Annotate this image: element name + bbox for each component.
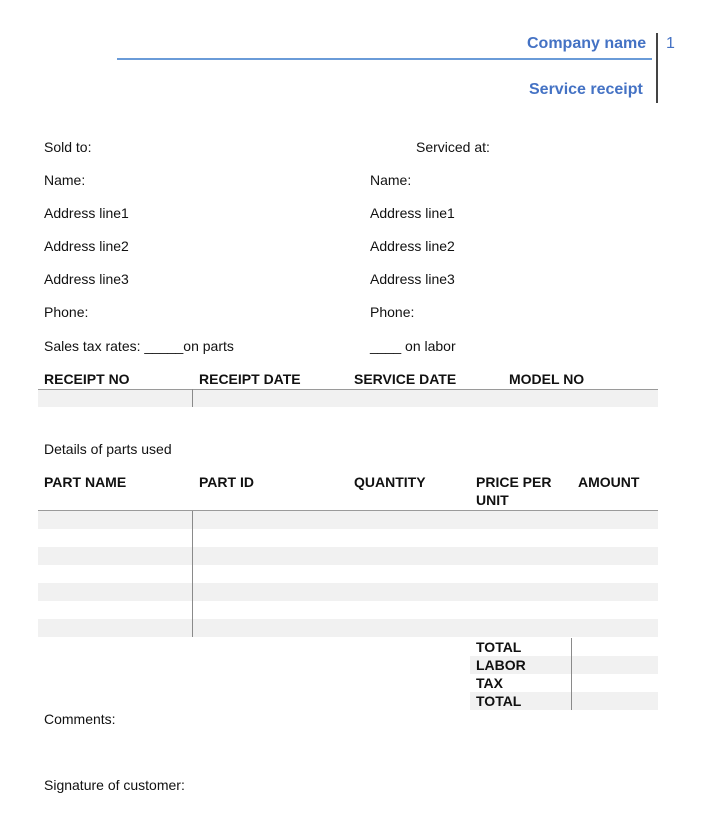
serviced-at-name[interactable]: Name:	[370, 172, 412, 188]
sold-to-address1[interactable]: Address line1	[44, 205, 129, 221]
sold-to-phone[interactable]: Phone:	[44, 304, 89, 320]
col-receipt-date: RECEIPT DATE	[199, 371, 301, 387]
company-name: Company name	[527, 35, 647, 52]
totals-label-total: TOTAL	[476, 639, 522, 655]
col-part-id: PART ID	[199, 474, 254, 490]
receipt-table-row[interactable]	[38, 389, 658, 407]
col-service-date: SERVICE DATE	[354, 371, 457, 387]
sold-to-heading: Sold to:	[44, 139, 92, 155]
col-price-per-unit-line1: PRICE PER	[476, 474, 552, 490]
parts-table-row[interactable]	[38, 547, 658, 565]
sold-to-name[interactable]: Name:	[44, 172, 86, 188]
serviced-at-address1[interactable]: Address line1	[370, 205, 455, 221]
parts-table-row[interactable]	[38, 529, 658, 547]
col-model-no: MODEL NO	[509, 371, 585, 387]
comments-label[interactable]: Comments:	[44, 711, 116, 727]
totals-label-grand-total: TOTAL	[476, 693, 522, 709]
col-price-per-unit-line2: UNIT	[476, 492, 509, 508]
parts-table-divider	[192, 511, 193, 637]
header-rule	[117, 58, 652, 60]
serviced-at-address2[interactable]: Address line2	[370, 238, 455, 254]
signature-label[interactable]: Signature of customer:	[44, 777, 185, 793]
sold-to-address3[interactable]: Address line3	[44, 271, 129, 287]
page-number: 1	[666, 35, 675, 52]
col-part-name: PART NAME	[44, 474, 127, 490]
header-vertical-bar	[656, 33, 658, 103]
col-receipt-no: RECEIPT NO	[44, 371, 130, 387]
parts-table-rule	[38, 510, 658, 511]
totals-label-labor: LABOR	[476, 657, 526, 673]
totals-divider	[571, 638, 572, 710]
sold-to-address2[interactable]: Address line2	[44, 238, 129, 254]
tax-rate-parts[interactable]: Sales tax rates: _____on parts	[44, 338, 234, 354]
document-title: Service receipt	[529, 81, 643, 98]
parts-table-row[interactable]	[38, 601, 658, 619]
parts-table-row[interactable]	[38, 565, 658, 583]
totals-label-tax: TAX	[476, 675, 503, 691]
col-amount: AMOUNT	[578, 474, 640, 490]
receipt-table-rule	[38, 389, 658, 390]
tax-rate-labor[interactable]: ____ on labor	[370, 338, 456, 354]
serviced-at-address3[interactable]: Address line3	[370, 271, 455, 287]
serviced-at-heading: Serviced at:	[416, 139, 490, 155]
col-quantity: QUANTITY	[354, 474, 426, 490]
receipt-table-divider	[192, 389, 193, 407]
parts-section-label: Details of parts used	[44, 441, 172, 457]
parts-table-row[interactable]	[38, 619, 658, 637]
parts-table-row[interactable]	[38, 583, 658, 601]
parts-table-row[interactable]	[38, 511, 658, 529]
serviced-at-phone[interactable]: Phone:	[370, 304, 415, 320]
